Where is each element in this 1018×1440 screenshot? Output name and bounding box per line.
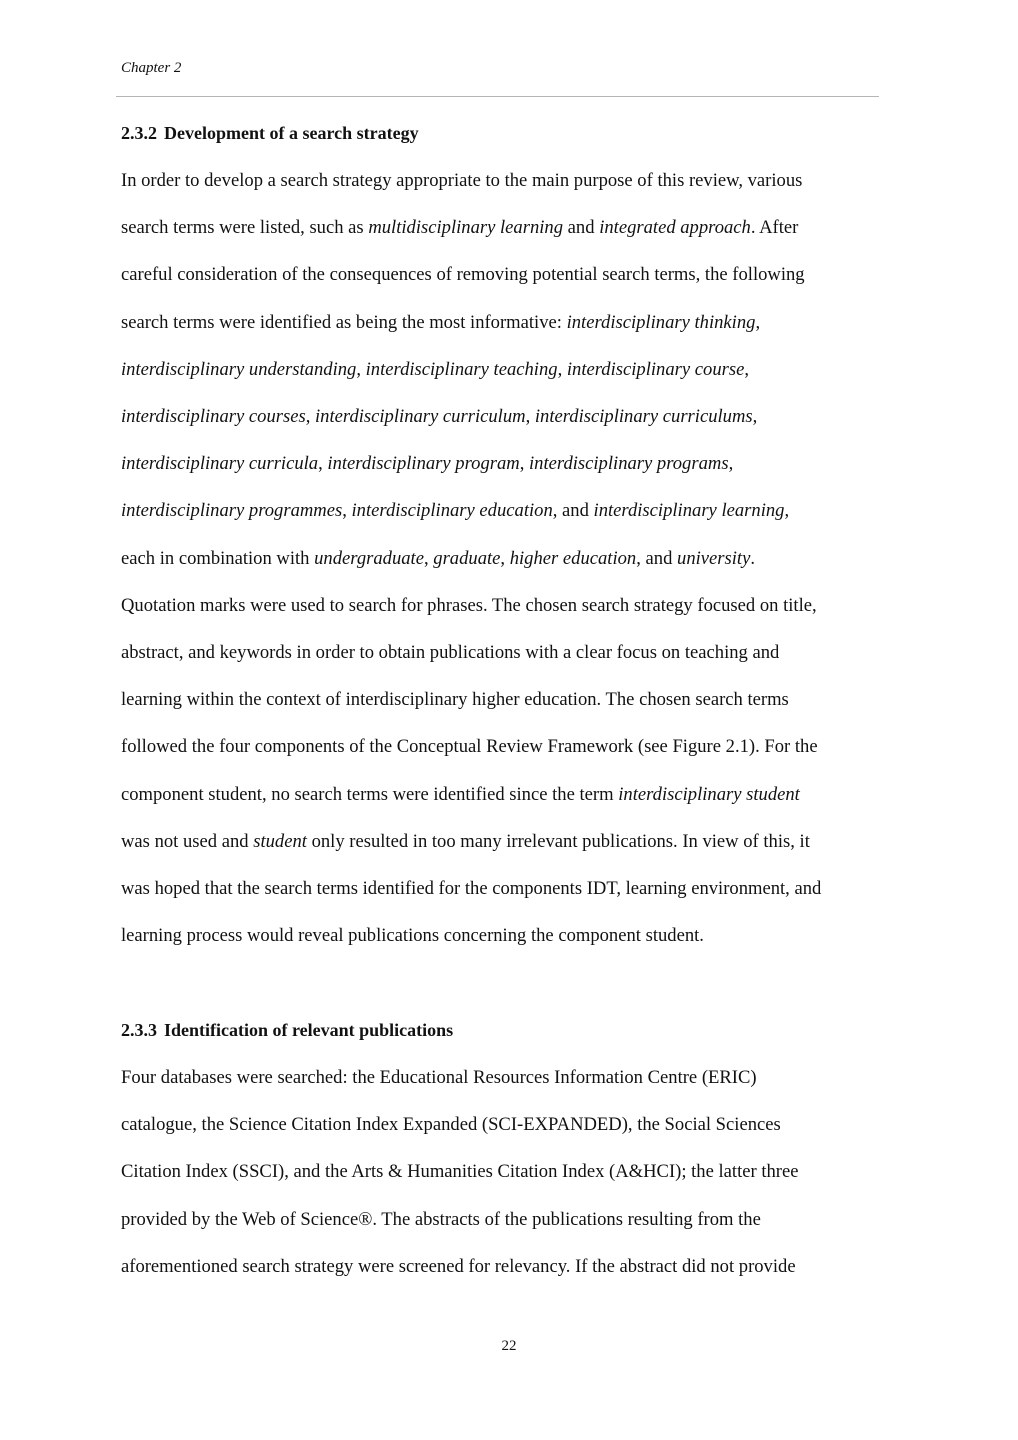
- paragraph-line: [121, 1114, 781, 1136]
- text-run: catalogue, the Science Citation Index Expanded (SCI-EXPANDED), the Social Sciences: [121, 1114, 781, 1136]
- text-run: ,: [356, 358, 366, 380]
- section-title: Development of a search strategy: [164, 123, 419, 143]
- text-run: Four databases were searched: the Educational Resources Information Centre (ERIC): [121, 1067, 757, 1088]
- text-run: . After: [750, 217, 799, 239]
- text-run: provided by the Web of Science®. The abstracts of the publications resulting from the: [121, 1208, 761, 1230]
- paragraph-line: [121, 548, 755, 570]
- text-run: .: [750, 547, 755, 569]
- italic-term: interdisciplinary thinking: [566, 311, 756, 333]
- paragraph-line: [121, 312, 760, 334]
- italic-term: interdisciplinary programs: [529, 453, 729, 475]
- text-run: and: [563, 217, 600, 239]
- text-run: ,: [525, 406, 535, 427]
- italic-term: interdisciplinary curriculum: [315, 406, 526, 427]
- text-run: ,: [342, 500, 352, 522]
- text-run: followed the four components of the Conceptual Review Framework (see Figure 2.1). For the: [121, 736, 818, 758]
- text-run: Citation Index (SSCI), and the Arts & Humanities Citation Index (A&HCI); the latter three: [121, 1161, 799, 1183]
- italic-term: interdisciplinary programmes: [121, 500, 343, 522]
- section-heading: [121, 1020, 453, 1041]
- section-heading: [121, 123, 419, 144]
- italic-term: interdisciplinary understanding: [121, 358, 357, 380]
- paragraph-line: [121, 453, 733, 475]
- paragraph-line: [121, 1067, 757, 1089]
- italic-term: interdisciplinary student: [618, 783, 800, 805]
- paragraph-line: [121, 878, 821, 900]
- italic-term: integrated approach: [599, 217, 751, 239]
- text-run: ,: [557, 358, 567, 380]
- text-run: ,: [744, 358, 750, 380]
- text-run: ,: [500, 547, 510, 569]
- text-run: In order to develop a search strategy appropriate to the main purpose of this review, various: [121, 170, 803, 191]
- text-run: search terms were identified as being the most informative:: [121, 311, 567, 333]
- paragraph-line: [121, 642, 779, 664]
- text-run: was hoped that the search terms identified for the components IDT, learning environment, and: [121, 878, 822, 899]
- italic-term: multidisciplinary learning: [368, 217, 564, 239]
- paragraph-line: [121, 925, 704, 947]
- text-run: ,: [423, 547, 434, 569]
- text-run: learning process would reveal publications concerning the component student.: [121, 925, 704, 947]
- italic-term: interdisciplinary curricula: [121, 453, 319, 475]
- paragraph-line: [121, 784, 800, 806]
- running-header: Chapter 2: [121, 60, 182, 76]
- italic-term: student: [253, 830, 307, 852]
- header-divider: [116, 96, 879, 97]
- text-run: , and: [636, 547, 678, 569]
- text-run: ,: [305, 406, 316, 427]
- paragraph-line: [121, 500, 789, 522]
- italic-term: interdisciplinary course: [566, 358, 745, 380]
- text-run: careful consideration of the consequences of removing potential search terms, the following: [121, 264, 805, 286]
- text-run: search terms were listed, such as: [121, 217, 369, 239]
- text-run: learning within the context of interdisciplinary higher education. The chosen search terms: [121, 689, 789, 711]
- text-run: each in combination with: [121, 547, 315, 569]
- page-number: 22: [501, 1338, 517, 1354]
- italic-term: graduate: [433, 547, 501, 569]
- text-run: only resulted in too many irrelevant publications. In view of this, it: [306, 830, 810, 852]
- paragraph-line: [121, 831, 810, 853]
- paragraph-line: [121, 406, 757, 428]
- paragraph-line: [121, 1256, 796, 1278]
- section-number: 2.3.3: [121, 1020, 157, 1040]
- text-run: ,: [755, 311, 761, 333]
- section-number: 2.3.2: [121, 123, 157, 143]
- italic-term: undergraduate: [314, 547, 424, 569]
- text-run: Quotation marks were used to search for phrases. The chosen search strategy focused on title,: [121, 594, 817, 616]
- italic-term: university: [677, 547, 751, 569]
- italic-term: interdisciplinary courses: [121, 406, 306, 427]
- paragraph-line: [121, 170, 802, 192]
- text-run: ,: [318, 453, 328, 475]
- text-run: , and: [552, 500, 594, 522]
- italic-term: higher education: [509, 547, 637, 569]
- text-run: was not used and: [121, 830, 254, 852]
- text-run: abstract, and keywords in order to obtain publications with a clear focus on teaching and: [121, 642, 780, 663]
- paragraph-line: [121, 1209, 761, 1231]
- paragraph-line: [121, 264, 805, 286]
- text-run: ,: [784, 500, 790, 522]
- paragraph-line: [121, 689, 789, 711]
- paragraph-line: [121, 1161, 799, 1183]
- italic-term: interdisciplinary program: [327, 453, 520, 475]
- italic-term: interdisciplinary teaching: [365, 358, 558, 380]
- text-run: ,: [519, 453, 530, 475]
- text-run: ,: [752, 406, 758, 427]
- section-title: Identification of relevant publications: [164, 1020, 454, 1040]
- paragraph-line: [121, 595, 817, 617]
- text-run: ,: [728, 453, 734, 475]
- italic-term: interdisciplinary learning: [593, 500, 785, 522]
- italic-term: interdisciplinary education: [351, 500, 553, 522]
- text-run: component student, no search terms were identified since the term: [121, 783, 619, 805]
- paragraph-line: [121, 736, 818, 758]
- paragraph-line: [121, 217, 798, 239]
- italic-term: interdisciplinary curriculums: [534, 406, 753, 427]
- text-run: aforementioned search strategy were screened for relevancy. If the abstract did not provide: [121, 1255, 796, 1277]
- paragraph-line: [121, 359, 749, 381]
